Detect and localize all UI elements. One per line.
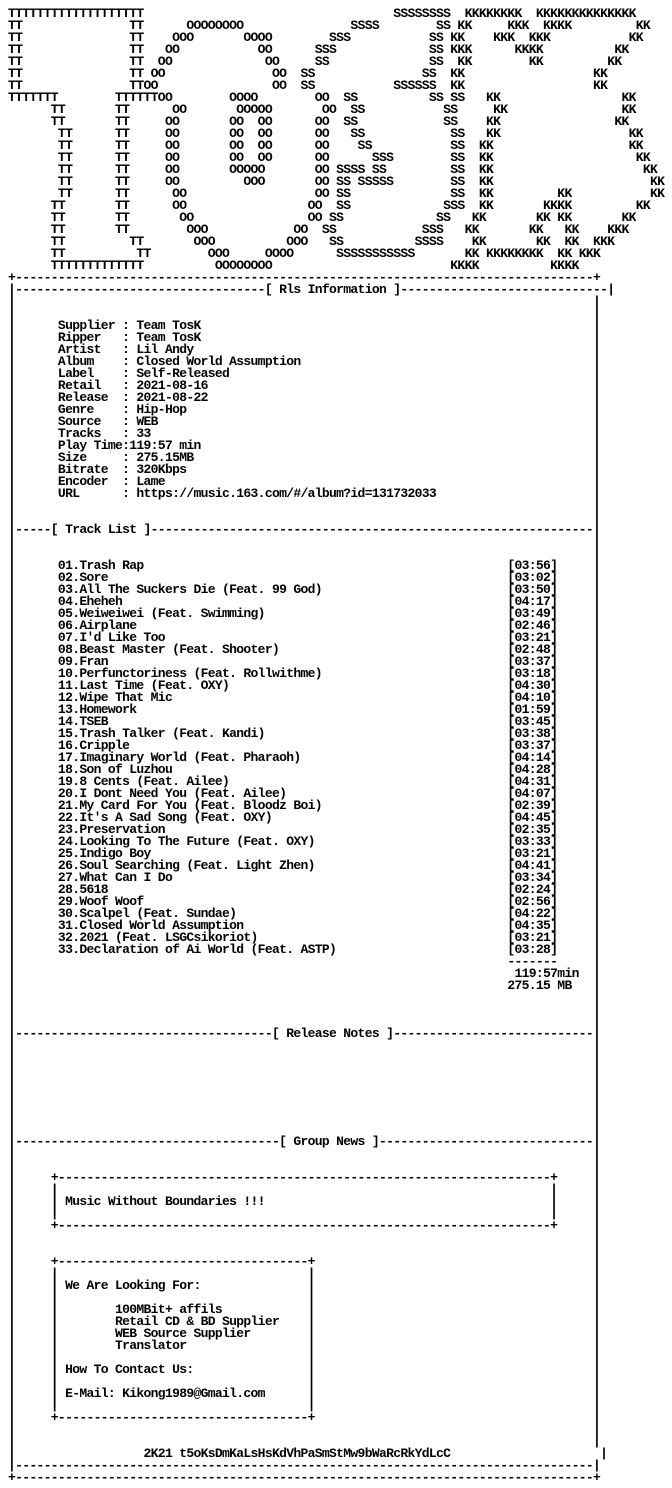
nfo-line: | | | |: [8, 1350, 601, 1365]
nfo-line: | 18.Son of Luzhou [04:28] |: [8, 762, 601, 777]
nfo-line: | | Translator | |: [8, 1338, 601, 1353]
nfo-line: | 10.Perfunctoriness (Feat. Rollwithme) [03:18] |: [8, 666, 601, 681]
nfo-line: | 12.Wipe That Mic [04:10] |: [8, 690, 601, 705]
logo-line: TT TT OO OO SSS SS KKK KKKK KK: [8, 42, 629, 57]
nfo-line: | | Music Without Boundaries !!! | |: [8, 1194, 601, 1209]
nfo-line: |-----[ Track List ]--------------------------------------------------------------|: [8, 522, 601, 537]
nfo-line: | 01.Trash Rap [03:56] |: [8, 558, 601, 573]
nfo-line: | |: [8, 546, 601, 561]
logo-line: TT TT OO OO SS SS KK KK: [8, 66, 608, 81]
logo-line: TTTTTTTTTTTTTTTTTTT SSSSSSSS KKKKKKKK KKKKKKKKKKKKKK: [8, 6, 636, 21]
nfo-line: | |: [8, 990, 601, 1005]
nfo-line: | Encoder : Lame |: [8, 474, 601, 489]
nfo-body: [8, 272, 664, 1484]
nfo-line: | +-----------------------------------+ |: [8, 1254, 601, 1269]
nfo-line: |------------------------------------[ Release Notes ]----------------------------|: [8, 1026, 601, 1041]
nfo-line: | +---------------------------------------------------------------------+ |: [8, 1170, 601, 1185]
logo-line: TT TT OOOOOOOO SSSS SS KK KKK KKKK KK: [8, 18, 651, 33]
logo-line: TT TT OO OO SS SS KK KK KK KK: [8, 210, 636, 225]
nfo-line: | 28.5618 [02:24] |: [8, 882, 601, 897]
nfo-line: | 20.I Dont Need You (Feat. Ailee) [04:07] |: [8, 786, 601, 801]
nfo-line: | |: [8, 1002, 601, 1017]
nfo-line: | Ripper : Team TosK |: [8, 330, 601, 345]
nfo-line: | Artist : Lil Andy |: [8, 342, 601, 357]
nfo-line: | 07.I'd Like Too [03:21] |: [8, 630, 601, 645]
nfo-line: | | | |: [8, 1374, 601, 1389]
nfo-line: | 15.Trash Talker (Feat. Kandi) [03:38] |: [8, 726, 601, 741]
nfo-line: | 14.TSEB [03:45] |: [8, 714, 601, 729]
nfo-line: | Tracks : 33 |: [8, 426, 601, 441]
nfo-line: | Play Time:119:57 min |: [8, 438, 601, 453]
logo-line: TT TT OOO OO SS SSS KK KK KK KKK: [8, 222, 629, 237]
nfo-line: | |: [8, 294, 601, 309]
nfo-line: | Bitrate : 320Kbps |: [8, 462, 601, 477]
nfo-line: | |: [8, 1146, 601, 1161]
logo-line: TT TTOO OO SS SSSSSS KK KK: [8, 78, 608, 93]
nfo-line: | Album : Closed World Assumption |: [8, 354, 601, 369]
nfo-line: | 08.Beast Master (Feat. Shooter) [02:48] |: [8, 642, 601, 657]
nfo-line: | |: [8, 1434, 601, 1449]
nfo-line: |---------------------------------------------------------------------------------|: [8, 1458, 601, 1473]
nfo-line: | |: [8, 306, 601, 321]
logo-line: TT TT OOO OOOO SSS SS KK KKK KKK KK: [8, 30, 643, 45]
logo-line: TT TT OOO OOO SS SSSS KK KK KK KKK: [8, 234, 615, 249]
nfo-line: | 2K21 t5oKsDmKaLsHsKdVhPaSmStMw9bWaRcRkYdLcC |: [8, 1446, 608, 1461]
nfo-line: | | | |: [8, 1182, 601, 1197]
nfo-line: | 27.What Can I Do [03:34] |: [8, 870, 601, 885]
nfo-line: |-------------------------------------[ Group News ]------------------------------|: [8, 1134, 601, 1149]
nfo-line: | | | |: [8, 1206, 601, 1221]
nfo-line: | Label : Self-Released |: [8, 366, 601, 381]
nfo-line: | 05.Weiweiwei (Feat. Swimming) [03:49] |: [8, 606, 601, 621]
nfo-line: | 29.Woof Woof [02:56] |: [8, 894, 601, 909]
nfo-line: | Source : WEB |: [8, 414, 601, 429]
nfo-line: | 25.Indigo Boy [03:21] |: [8, 846, 601, 861]
logo-line: TT TT OO OO OO OO SS SS KK KK: [8, 138, 643, 153]
logo-line: TT TT OO OO SS SS KK KK KK: [8, 186, 665, 201]
nfo-line: | | | |: [8, 1290, 601, 1305]
nfo-line: | |: [8, 1098, 601, 1113]
nfo-line: | |: [8, 1050, 601, 1065]
nfo-line: +---------------------------------------------------------------------------------+: [8, 270, 601, 285]
nfo-line: | |: [8, 1242, 601, 1257]
nfo-line: | 19.8 Cents (Feat. Ailee) [04:31] |: [8, 774, 601, 789]
nfo-line: | | WEB Source Supplier | |: [8, 1326, 601, 1341]
nfo-line: | 02.Sore [03:02] |: [8, 570, 601, 585]
logo-line: TT TT OOO OOOO SSSSSSSSSSS KK KKKKKKKK KK KKK: [8, 246, 601, 261]
nfo-line: | 04.Eheheh [04:17] |: [8, 594, 601, 609]
logo-line: TT TT OO OO SS SSS KK KKKK KK: [8, 198, 651, 213]
nfo-line: | | | |: [8, 1266, 601, 1281]
nfo-line: | |: [8, 1062, 601, 1077]
nfo-line: | 24.Looking To The Future (Feat. OXY) [03:33] |: [8, 834, 601, 849]
nfo-line: | 31.Closed World Assumption [04:35] |: [8, 918, 601, 933]
nfo-line: | 06.Airplane [02:46] |: [8, 618, 601, 633]
nfo-line: | 17.Imaginary World (Feat. Pharaoh) [04:14] |: [8, 750, 601, 765]
logo-line: TT TT OO OOOOO OO SSSS SS SS KK KK: [8, 162, 658, 177]
nfo-line: | |: [8, 1086, 601, 1101]
nfo-line: | 16.Cripple [03:37] |: [8, 738, 601, 753]
nfo-line: | 119:57min |: [8, 966, 601, 981]
nfo-line: | |: [8, 1110, 601, 1125]
nfo-line: | | Retail CD & BD Supplier | |: [8, 1314, 601, 1329]
nfo-line: | 26.Soul Searching (Feat. Light Zhen) [04:41] |: [8, 858, 601, 873]
nfo-line: | 275.15 MB |: [8, 978, 601, 993]
nfo-line: | 03.All The Suckers Die (Feat. 99 God) [03:50] |: [8, 582, 601, 597]
logo-line: TT TT OO OO OO OO SSS SS KK KK: [8, 150, 651, 165]
nfo-line: | Supplier : Team TosK |: [8, 318, 601, 333]
nfo-line: | Genre : Hip-Hop |: [8, 402, 601, 417]
nfo-line: | 21.My Card For You (Feat. Bloodz Boi) [02:39] |: [8, 798, 601, 813]
nfo-line: | |: [8, 534, 601, 549]
logo-line: TTTTTTT TTTTTTOO OOOO OO SS SS SS KK KK: [8, 90, 636, 105]
nfo-line: | Size : 275.15MB |: [8, 450, 601, 465]
logo-line: TT TT OO OO OO OO SS SS KK KK: [8, 114, 629, 129]
logo-line: TT TT OO OOOOO OO SS SS KK KK: [8, 102, 636, 117]
logo-line: TT TT OO OOO OO SS SSSSS SS KK KK: [8, 174, 665, 189]
nfo-line: | 23.Preservation [02:35] |: [8, 822, 601, 837]
nfo-line: | Release : 2021-08-22 |: [8, 390, 601, 405]
nfo-line: |-----------------------------------[ Rls Information ]-----------------------------|: [8, 282, 615, 297]
tosk-ascii-logo: [8, 8, 664, 272]
nfo-line: | 11.Last Time (Feat. OXY) [04:30] |: [8, 678, 601, 693]
nfo-line: | | How To Contact Us: | |: [8, 1362, 601, 1377]
nfo-document: [8, 8, 664, 1484]
nfo-line: | |: [8, 1158, 601, 1173]
logo-line: TT TT OO OO SS SS KK KK KK: [8, 54, 622, 69]
nfo-line: | 13.Homework [01:59] |: [8, 702, 601, 717]
nfo-line: | |: [8, 1074, 601, 1089]
nfo-line: | ------- |: [8, 954, 601, 969]
nfo-line: | +-----------------------------------+ |: [8, 1410, 601, 1425]
nfo-line: | | 100MBit+ affils | |: [8, 1302, 601, 1317]
nfo-line: | |: [8, 498, 601, 513]
logo-line: TT TT OO OO OO OO SS SS KK KK: [8, 126, 643, 141]
nfo-line: | URL : https://music.163.com/#/album?id=131732033 |: [8, 486, 601, 501]
nfo-line: | |: [8, 1230, 601, 1245]
nfo-line: | 09.Fran [03:37] |: [8, 654, 601, 669]
nfo-line: | |: [8, 510, 601, 525]
nfo-line: | |: [8, 1038, 601, 1053]
nfo-line: | 32.2021 (Feat. LSGCsikoriot) [03:21] |: [8, 930, 601, 945]
nfo-line: | 33.Declaration of Ai World (Feat. ASTP) [03:28] |: [8, 942, 601, 957]
nfo-line: | +---------------------------------------------------------------------+ |: [8, 1218, 601, 1233]
nfo-line: | | E-Mail: Kikong1989@Gmail.com | |: [8, 1386, 601, 1401]
nfo-line: | | | |: [8, 1398, 601, 1413]
nfo-line: | Retail : 2021-08-16 |: [8, 378, 601, 393]
nfo-line: +---------------------------------------------------------------------------------+: [8, 1470, 601, 1485]
nfo-line: | | We Are Looking For: | |: [8, 1278, 601, 1293]
nfo-line: | 30.Scalpel (Feat. Sundae) [04:22] |: [8, 906, 601, 921]
nfo-line: | |: [8, 1422, 601, 1437]
nfo-line: | 22.It's A Sad Song (Feat. OXY) [04:45] |: [8, 810, 601, 825]
nfo-line: | |: [8, 1122, 601, 1137]
logo-line: TTTTTTTTTTTTT OOOOOOOO KKKK KKKK: [8, 258, 579, 273]
nfo-line: | |: [8, 1014, 601, 1029]
